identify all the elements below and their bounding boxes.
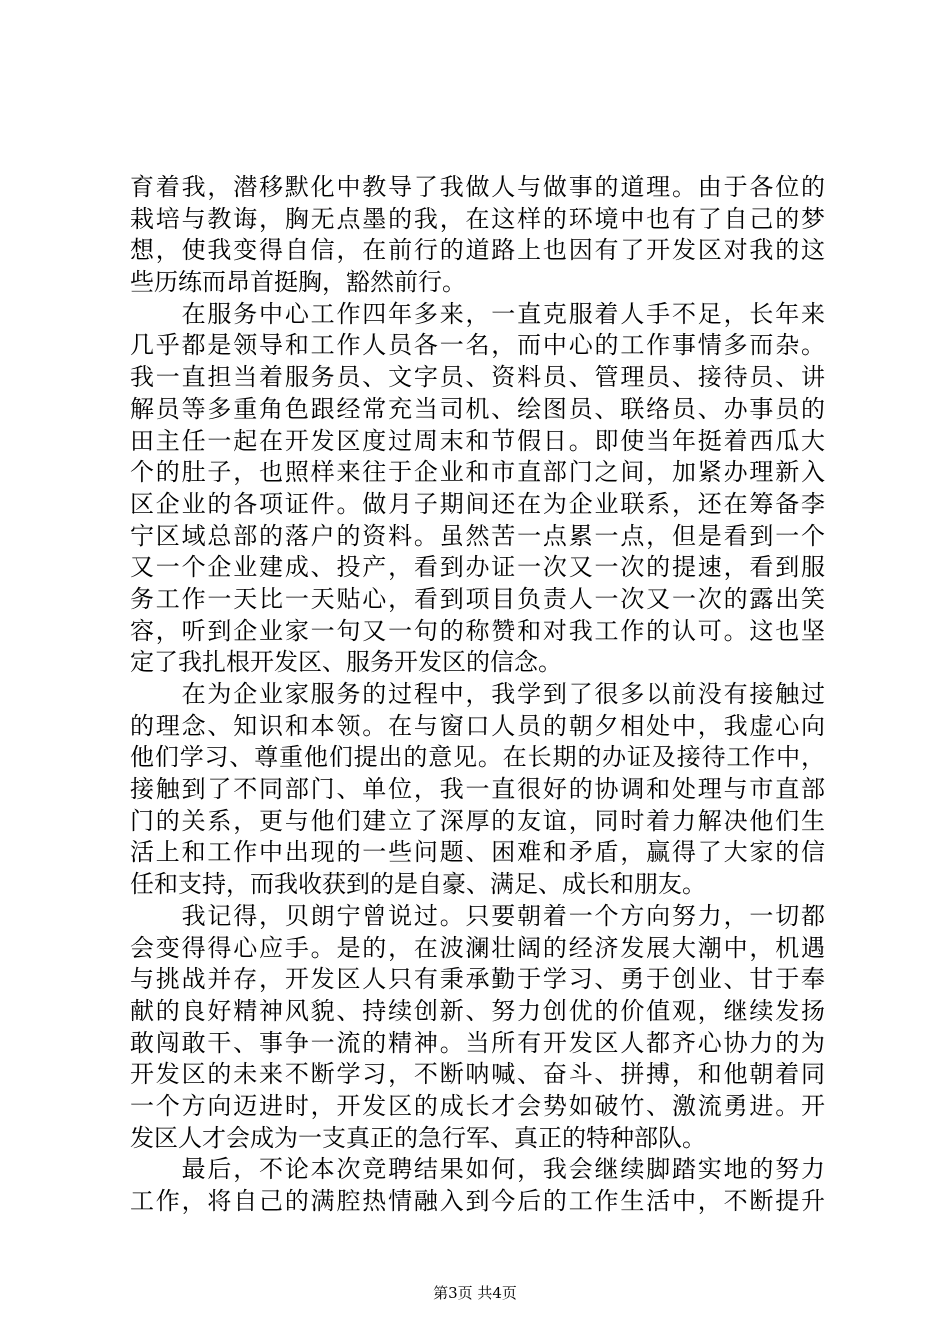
text-line: 几乎都是领导和工作人员各一名，而中心的工作事情多而杂。	[130, 331, 825, 360]
text-line: 解员等多重角色跟经常充当司机、绘图员、联络员、办事员的	[130, 394, 825, 423]
body-text	[130, 172, 825, 1218]
text-line: 门的关系，更与他们建立了深厚的友谊，同时着力解决他们生	[130, 806, 825, 835]
text-line: 些历练而昂首挺胸，豁然前行。	[130, 268, 466, 297]
text-line: 区企业的各项证件。做月子期间还在为企业联系，还在筹备李	[130, 489, 825, 518]
text-line: 在服务中心工作四年多来，一直克服着人手不足，长年来	[130, 299, 825, 328]
text-line: 任和支持，而我收获到的是自豪、满足、成长和朋友。	[130, 870, 706, 899]
page-number: 第3页 共4页	[433, 1284, 517, 1302]
text-line: 想，使我变得自信，在前行的道路上也因有了开发区对我的这	[130, 236, 825, 265]
text-line: 我记得，贝朗宁曾说过。只要朝着一个方向努力，一切都	[130, 901, 825, 930]
text-line: 发区人才会成为一支真正的急行军、真正的特种部队。	[130, 1123, 706, 1152]
text-line: 与挑战并存，开发区人只有秉承勤于学习、勇于创业、甘于奉	[130, 965, 825, 994]
page-footer	[0, 1283, 950, 1303]
text-line: 的理念、知识和本领。在与窗口人员的朝夕相处中，我虚心向	[130, 711, 825, 740]
text-line: 他们学习、尊重他们提出的意见。在长期的办证及接待工作中，	[130, 743, 825, 772]
text-line: 一个方向迈进时，开发区的成长才会势如破竹、激流勇进。开	[130, 1091, 825, 1120]
text-line: 在为企业家服务的过程中，我学到了很多以前没有接触过	[130, 680, 825, 708]
text-line: 工作，将自己的满腔热情融入到今后的工作生活中，不断提升	[130, 1187, 825, 1215]
text-line: 接触到了不同部门、单位，我一直很好的协调和处理与市直部	[130, 775, 825, 804]
text-line: 务工作一天比一天贴心，看到项目负责人一次又一次的露出笑	[130, 584, 825, 613]
text-line: 定了我扎根开发区、服务开发区的信念。	[130, 648, 562, 677]
text-line: 开发区的未来不断学习，不断呐喊、奋斗、拼搏，和他朝着同	[130, 1060, 825, 1089]
text-line: 会变得得心应手。是的，在波澜壮阔的经济发展大潮中，机遇	[130, 933, 825, 962]
text-line: 我一直担当着服务员、文字员、资料员、管理员、接待员、讲	[130, 363, 825, 392]
text-line: 献的良好精神风貌、持续创新、努力创优的价值观，继续发扬	[130, 996, 825, 1025]
text-line: 敢闯敢干、事争一流的精神。当所有开发区人都齐心协力的为	[130, 1028, 825, 1057]
text-line: 容，听到企业家一句又一句的称赞和对我工作的认可。这也坚	[130, 616, 825, 645]
text-line: 田主任一起在开发区度过周末和节假日。即使当年挺着西瓜大	[130, 426, 825, 455]
text-line: 活上和工作中出现的一些问题、困难和矛盾，赢得了大家的信	[130, 838, 825, 867]
text-line: 个的肚子，也照样来往于企业和市直部门之间，加紧办理新入	[130, 458, 825, 487]
text-line: 栽培与教诲，胸无点墨的我，在这样的环境中也有了自己的梦	[130, 204, 825, 233]
text-line: 又一个企业建成、投产，看到办证一次又一次的提速，看到服	[130, 553, 825, 582]
text-line: 最后，不论本次竞聘结果如何，我会继续脚踏实地的努力	[130, 1155, 825, 1184]
text-line: 宁区域总部的落户的资料。虽然苦一点累一点，但是看到一个	[130, 521, 825, 550]
text-line: 育着我，潜移默化中教导了我做人与做事的道理。由于各位的	[130, 173, 825, 201]
